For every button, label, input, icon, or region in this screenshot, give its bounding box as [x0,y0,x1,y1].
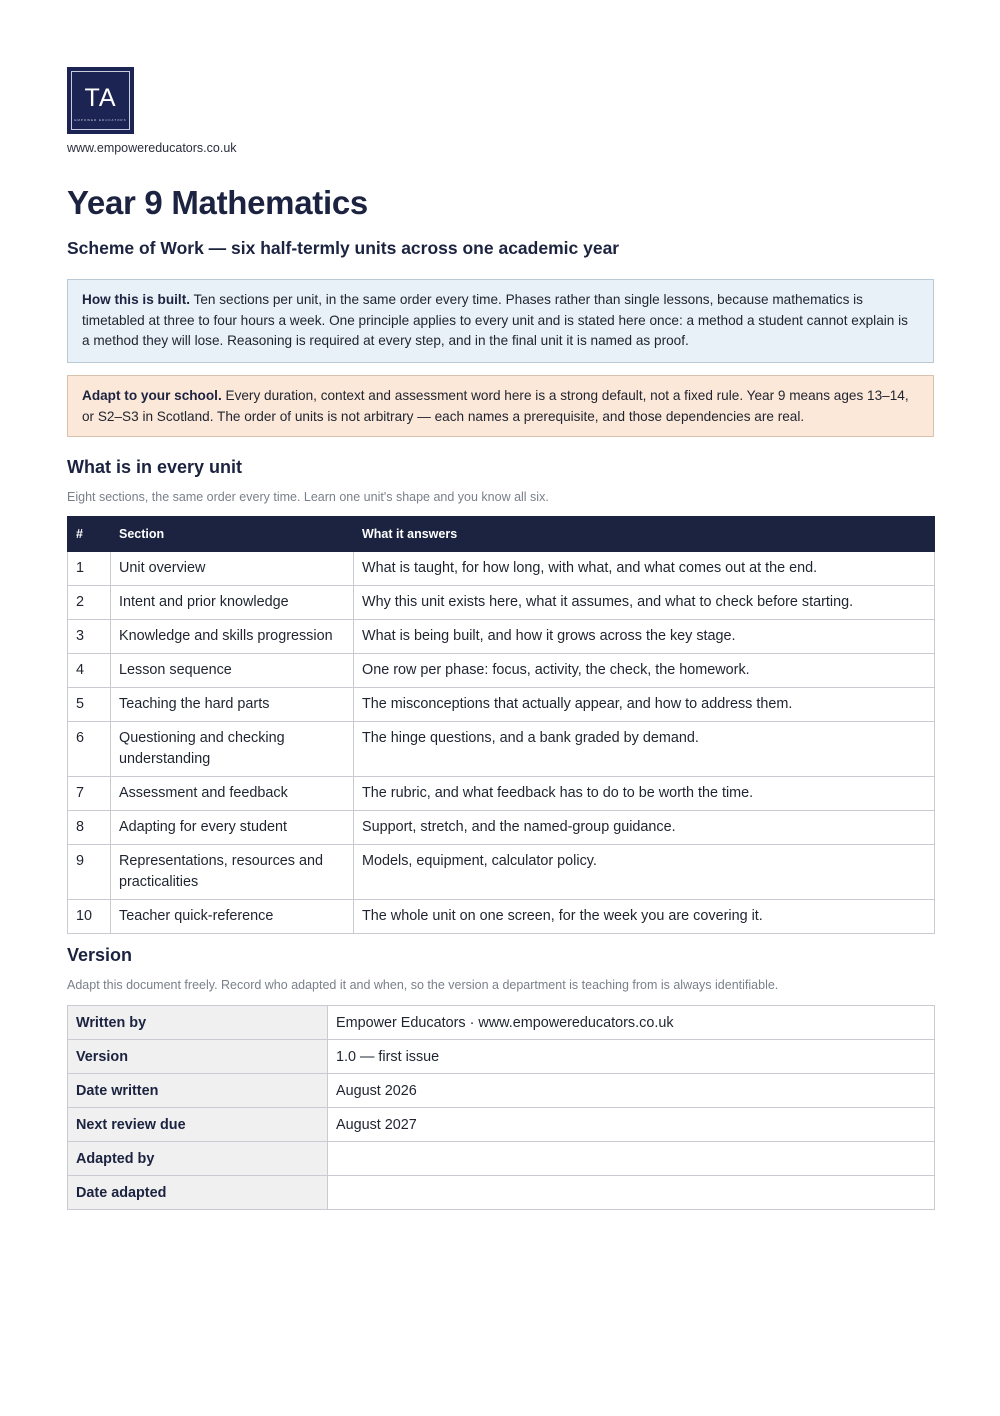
table-row [68,586,935,620]
table-row [68,811,935,845]
version-value: Empower Educators · www.empowereducators.co.uk [328,1006,935,1040]
how-built-text: Ten sections per unit, in the same order every time. Phases rather than single lessons, because mathematics is timetabled at three to four hours a week. One principle applies to every unit and is stated here once: a method a student cannot explain is a method they will lose. Reasoning is required at every step, and in the final unit it is named as proof. [82,292,908,348]
row-section: Intent and prior knowledge [111,586,354,620]
row-number: 2 [68,586,111,620]
row-section: Assessment and feedback [111,777,354,811]
table-row [68,900,935,934]
row-answer: Models, equipment, calculator policy. [354,845,935,900]
version-table [67,1005,935,1210]
logo-subtext: EMPOWER EDUCATORS [74,118,127,122]
units-table [67,516,935,934]
row-section: Questioning and checking understanding [111,722,354,777]
row-number: 7 [68,777,111,811]
version-note: Adapt this document freely. Record who adapted it and when, so the version a department is teaching from is always identifiable. [67,978,779,992]
row-number: 5 [68,688,111,722]
logo [67,67,134,134]
version-key: Version [68,1040,328,1074]
row-answer: The misconceptions that actually appear, and how to address them. [354,688,935,722]
version-row [68,1176,935,1210]
row-answer: The rubric, and what feedback has to do to be worth the time. [354,777,935,811]
page-title: Year 9 Mathematics [67,184,368,221]
row-number: 1 [68,552,111,586]
row-answer: Support, stretch, and the named-group guidance. [354,811,935,845]
table-row [68,654,935,688]
row-section: Teacher quick-reference [111,900,354,934]
row-section: Adapting for every student [111,811,354,845]
table-row [68,777,935,811]
version-key: Date adapted [68,1176,328,1210]
how-built-callout [67,279,934,363]
version-row [68,1074,935,1108]
version-value: August 2026 [328,1074,935,1108]
table-row [68,722,935,777]
col-header-answers: What it answers [354,517,935,552]
row-section: Knowledge and skills progression [111,620,354,654]
page-subtitle: Scheme of Work — six half-termly units across one academic year [67,238,620,258]
row-answer: What is being built, and how it grows across the key stage. [354,620,935,654]
version-value[interactable] [328,1142,935,1176]
row-number: 9 [68,845,111,900]
version-row [68,1108,935,1142]
version-row [68,1040,935,1074]
units-header-row [68,517,935,552]
table-row [68,620,935,654]
row-answer: What is taught, for how long, with what, and what comes out at the end. [354,552,935,586]
version-value[interactable] [328,1176,935,1210]
row-section: Teaching the hard parts [111,688,354,722]
adapt-callout [67,375,934,437]
col-header-number: # [68,517,111,552]
website-url[interactable]: www.empowereducators.co.uk [67,141,237,155]
version-key: Adapted by [68,1142,328,1176]
col-header-section: Section [111,517,354,552]
version-key: Date written [68,1074,328,1108]
row-number: 8 [68,811,111,845]
units-note: Eight sections, the same order every time. Learn one unit's shape and you know all six. [67,490,549,504]
table-row [68,688,935,722]
logo-monogram: TA [84,84,117,112]
version-table-body [68,1006,935,1210]
version-heading: Version [67,945,133,965]
version-key: Written by [68,1006,328,1040]
row-section: Lesson sequence [111,654,354,688]
row-answer: The whole unit on one screen, for the week you are covering it. [354,900,935,934]
row-section: Unit overview [111,552,354,586]
units-table-body [68,552,935,934]
version-key: Next review due [68,1108,328,1142]
row-answer: The hinge questions, and a bank graded by demand. [354,722,935,777]
version-row [68,1142,935,1176]
version-value: 1.0 — first issue [328,1040,935,1074]
row-number: 4 [68,654,111,688]
version-row [68,1006,935,1040]
how-built-label: How this is built. [82,292,190,307]
row-number: 3 [68,620,111,654]
units-heading: What is in every unit [67,457,243,477]
table-row [68,552,935,586]
version-value: August 2027 [328,1108,935,1142]
adapt-text: Every duration, context and assessment word here is a strong default, not a fixed rule. Year 9 means ages 13–14, or S2–S3 in Scotland. The order of units is not arbitrary — each names a prerequisite, and those dependencies are real. [82,388,909,424]
row-number: 10 [68,900,111,934]
adapt-label: Adapt to your school. [82,388,222,403]
row-answer: One row per phase: focus, activity, the check, the homework. [354,654,935,688]
row-number: 6 [68,722,111,777]
row-answer: Why this unit exists here, what it assumes, and what to check before starting. [354,586,935,620]
row-section: Representations, resources and practicalities [111,845,354,900]
table-row [68,845,935,900]
